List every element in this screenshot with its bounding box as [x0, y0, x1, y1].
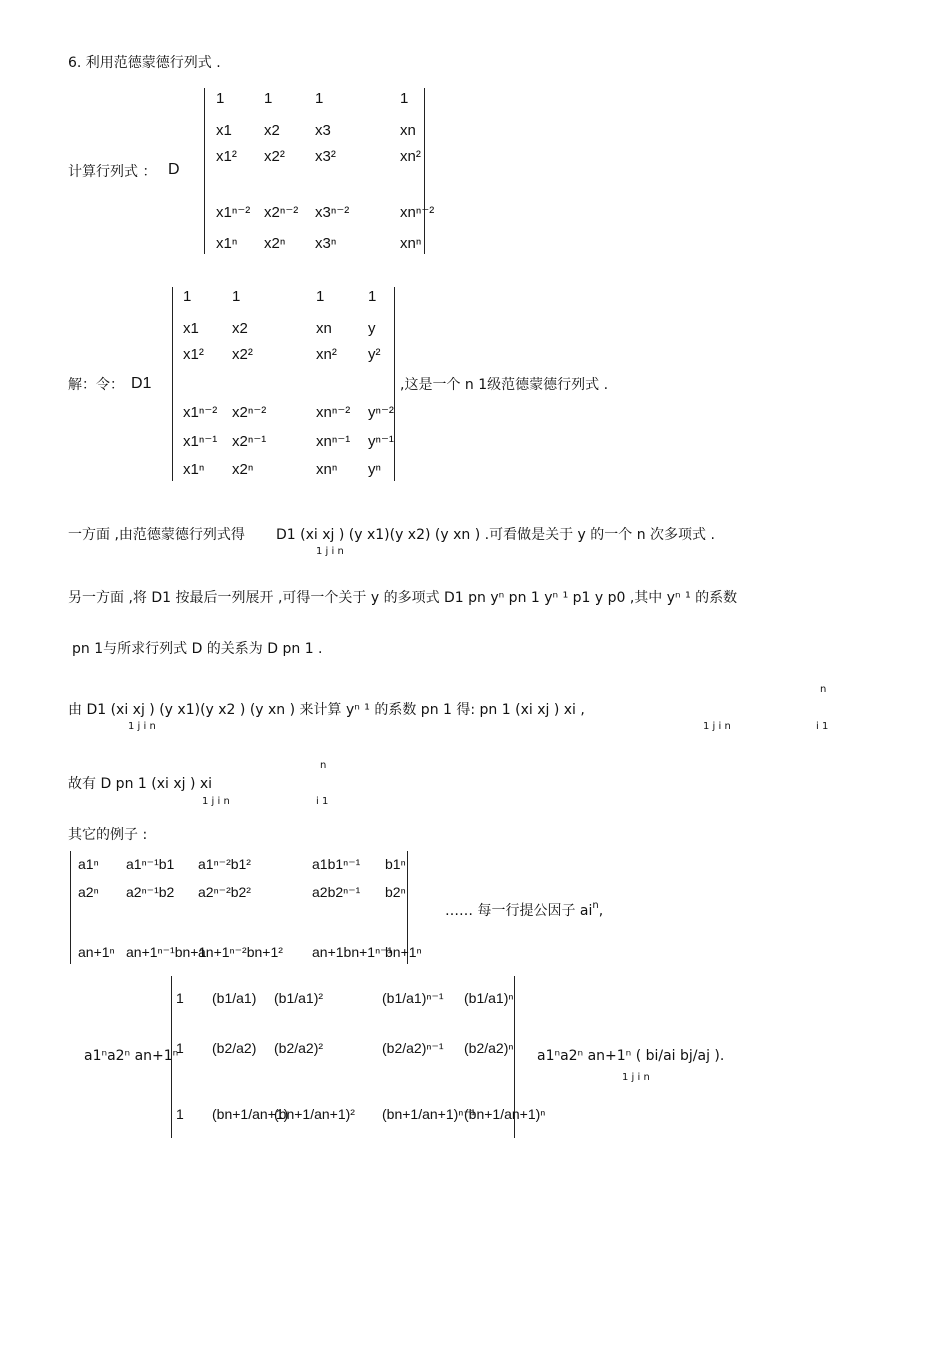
ex1-cell: a2b2ⁿ⁻¹ [312, 884, 361, 900]
ex1-cell: an+1ⁿ [78, 944, 115, 960]
line4-computation: 由 D1 (xi xj ) (y x1)(y x2 ) (y xn ) 来计算 yⁿ ¹ 的系数 pn 1 得: pn 1 (xi xj ) xi , [68, 702, 585, 718]
ex2-cell: (b1/a1)² [274, 990, 324, 1006]
ex2-cell: (bn+1/an+1)ⁿ⁻¹ [382, 1106, 476, 1122]
matA-cell: x2ⁿ⁻² [264, 204, 299, 221]
matB-cell: xnⁿ [316, 461, 338, 478]
ex1-left-bar [70, 851, 71, 964]
matB-cell: x2ⁿ⁻² [232, 404, 267, 421]
det-right-bar [424, 88, 425, 254]
line5-sum-top: n [320, 760, 327, 771]
ex2-cell: 1 [176, 990, 184, 1006]
matA-cell: x1ⁿ⁻² [216, 204, 251, 221]
matB-cell: 1 [368, 288, 377, 305]
matA-cell: x3 [315, 122, 331, 139]
matA-cell: x3² [315, 148, 336, 165]
line1-formula: D1 (xi xj ) (y x1)(y x2) (y xn ) .可看做是关于 y 的一个 n 次多项式 . [276, 527, 715, 543]
matA-cell: x1² [216, 148, 237, 165]
ex1-cell: a2ⁿ⁻²b2² [198, 884, 251, 900]
matB-cell: x2ⁿ [232, 461, 254, 478]
solution-D1-symbol: D1 [131, 375, 152, 392]
ex2-cell: (bn+1/an+1)² [274, 1106, 355, 1122]
matA-cell: x1 [216, 122, 232, 139]
matA-cell: 1 [315, 90, 324, 107]
ex1-cell: a2ⁿ [78, 884, 99, 900]
matA-cell: x2 [264, 122, 280, 139]
det-b-left-bar [172, 287, 173, 481]
ex1-cell: a2ⁿ⁻¹b2 [126, 884, 175, 900]
ex2-cell: (b2/a2)ⁿ [464, 1040, 514, 1056]
line4-sum-top: n [820, 684, 827, 695]
ex2-cell: (bn+1/an+1) [212, 1106, 289, 1122]
ex1-cell: a1ⁿ⁻¹b1 [126, 856, 175, 872]
matB-cell: x1ⁿ [183, 461, 205, 478]
matB-cell: x1ⁿ⁻² [183, 404, 218, 421]
matB-cell: xn [316, 320, 332, 337]
matB-cell: xnⁿ⁻² [316, 404, 351, 421]
matA-cell: xnⁿ [400, 235, 422, 252]
matA-cell: x3ⁿ⁻² [315, 204, 350, 221]
line4-index-1: 1 j i n [128, 721, 156, 732]
matB-cell: x1 [183, 320, 199, 337]
line5-conclusion: 故有 D pn 1 (xi xj ) xi [68, 776, 213, 792]
matB-cell: 1 [316, 288, 325, 305]
ex1-cell: a1ⁿ [78, 856, 99, 872]
matA-cell: x2ⁿ [264, 235, 286, 252]
line3-relation: pn 1与所求行列式 D 的关系为 D pn 1 . [72, 641, 323, 657]
matB-cell: xnⁿ⁻¹ [316, 433, 351, 450]
ex1-cell: bn+1ⁿ [385, 944, 422, 960]
note-text: …… 每一行提公因子 ai [445, 903, 593, 919]
problem-heading: 6. 利用范德蒙德行列式 . [68, 55, 221, 71]
matA-cell: xn [400, 122, 416, 139]
matA-cell: 1 [216, 90, 225, 107]
matB-cell: y [368, 320, 376, 337]
matA-cell: xnⁿ⁻² [400, 204, 435, 221]
ex2-cell: (bn+1/an+1)ⁿ [464, 1106, 546, 1122]
matB-cell: 1 [183, 288, 192, 305]
ex2-cell: 1 [176, 1106, 184, 1122]
example-2-result: a1ⁿa2ⁿ an+1ⁿ ( bi/ai bj/aj ). [537, 1048, 725, 1064]
other-examples-label: 其它的例子 : [68, 827, 148, 843]
matA-cell: 1 [264, 90, 273, 107]
ex2-cell: (b1/a1)ⁿ [464, 990, 514, 1006]
example-2-prefix: a1ⁿa2ⁿ an+1ⁿ [84, 1048, 179, 1064]
matA-cell: x3ⁿ [315, 235, 337, 252]
ex2-left-bar [171, 976, 172, 1138]
ex1-cell: b2ⁿ [385, 884, 406, 900]
line1-product-index: 1 j i n [316, 546, 344, 557]
matB-cell: yⁿ⁻² [368, 404, 394, 421]
ex1-cell: an+1ⁿ⁻²bn+1² [198, 944, 283, 960]
ex2-cell: (b1/a1)ⁿ⁻¹ [382, 990, 444, 1006]
line4-sum-bottom: i 1 [816, 721, 829, 732]
example-1-note [445, 900, 603, 920]
matB-cell: x2 [232, 320, 248, 337]
ex2-cell: (b2/a2) [212, 1040, 257, 1056]
line5-index: 1 j i n [202, 796, 230, 807]
line4-index-2: 1 j i n [703, 721, 731, 732]
matB-cell: 1 [232, 288, 241, 305]
matA-cell: 1 [400, 90, 409, 107]
line1-prefix: 一方面 ,由范德蒙德行列式得 [68, 527, 245, 543]
matB-cell: y² [368, 346, 381, 363]
ex2-cell: 1 [176, 1040, 184, 1056]
ex1-cell: a1ⁿ⁻²b1² [198, 856, 251, 872]
question-label: 计算行列式 ： [68, 164, 157, 180]
matB-cell: x2² [232, 346, 253, 363]
ex1-cell: b1ⁿ [385, 856, 406, 872]
matB-cell: x1² [183, 346, 204, 363]
ex1-cell: a1b1ⁿ⁻¹ [312, 856, 361, 872]
matB-cell: xn² [316, 346, 337, 363]
ex2-cell: (b2/a2)² [274, 1040, 324, 1056]
line5-sum-bottom: i 1 [316, 796, 329, 807]
matB-cell: yⁿ⁻¹ [368, 433, 394, 450]
note-end: , [598, 903, 604, 919]
ex1-cell: an+1ⁿ⁻¹bn+1 [126, 944, 207, 960]
example-2-result-index: 1 j i n [622, 1072, 650, 1083]
matA-cell: x1ⁿ [216, 235, 238, 252]
solution-description: ,这是一个 n 1级范德蒙德行列式 . [400, 377, 609, 393]
matA-cell: x2² [264, 148, 285, 165]
ex2-cell: (b1/a1) [212, 990, 257, 1006]
line2-expansion: 另一方面 ,将 D1 按最后一列展开 ,可得一个关于 y 的多项式 D1 pn yⁿ pn 1 yⁿ ¹ p1 y p0 ,其中 yⁿ ¹ 的系数 [68, 590, 738, 606]
note-sup: n [592, 900, 599, 911]
matB-cell: yⁿ [368, 461, 381, 478]
det-b-right-bar [394, 287, 395, 481]
matB-cell: x2ⁿ⁻¹ [232, 433, 267, 450]
ex1-cell: an+1bn+1ⁿ⁻¹ [312, 944, 393, 960]
solution-label: 解：令： [68, 377, 124, 393]
matB-cell: x1ⁿ⁻¹ [183, 433, 218, 450]
determinant-D-symbol: D [168, 161, 180, 178]
ex2-cell: (b2/a2)ⁿ⁻¹ [382, 1040, 444, 1056]
matA-cell: xn² [400, 148, 421, 165]
det-left-bar [204, 88, 205, 254]
